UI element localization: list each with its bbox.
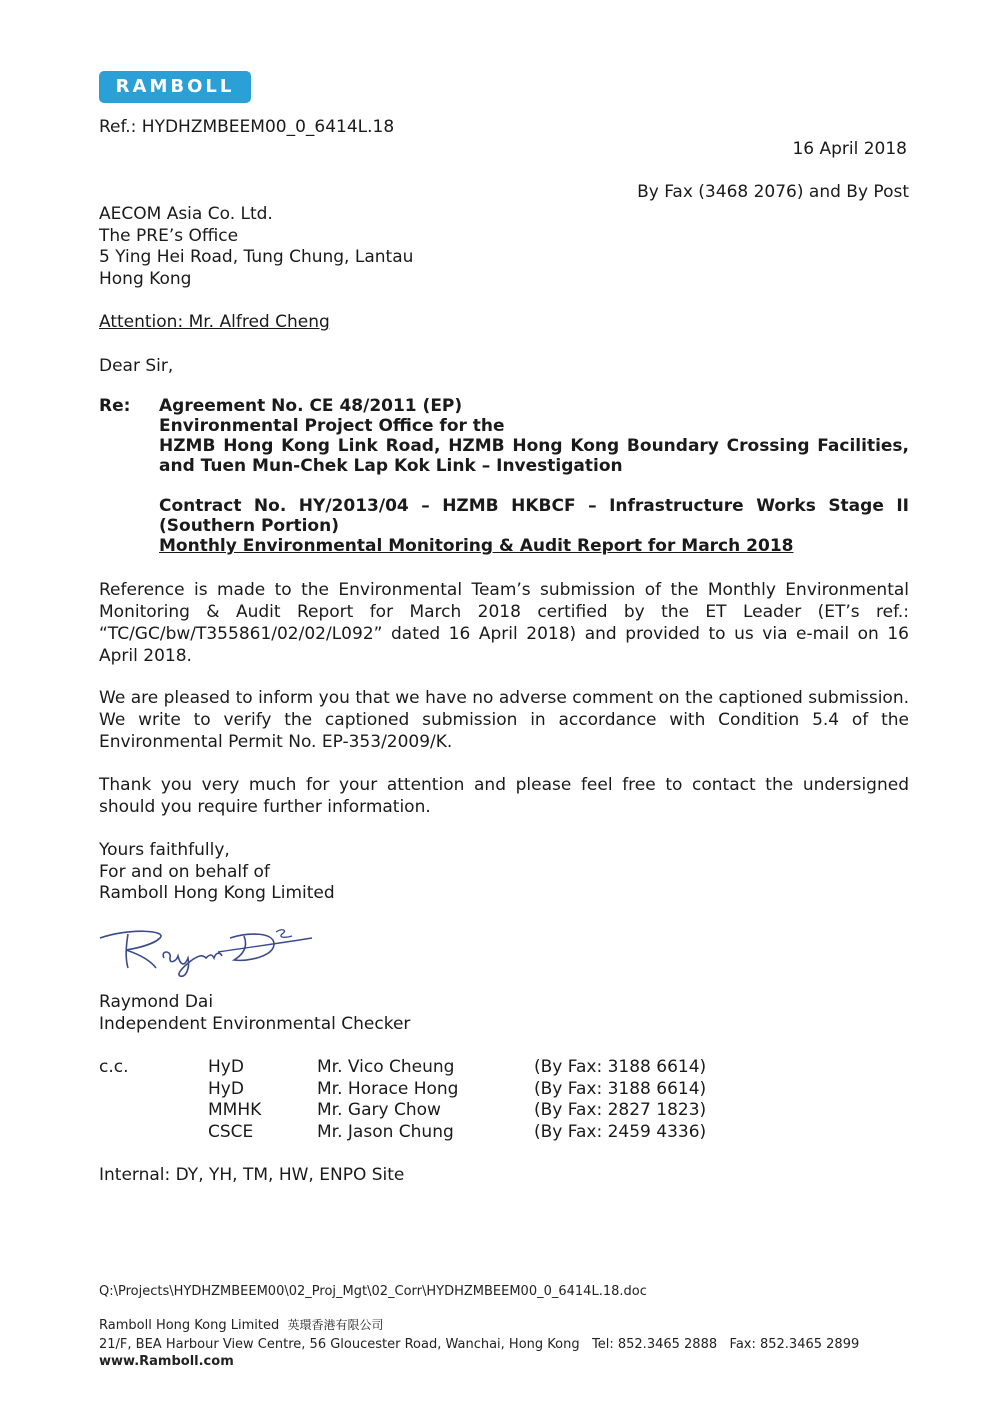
subject-project-line-2: and Tuen Mun-Chek Lap Kok Link – Investigation — [159, 456, 623, 476]
footer-website: www.Ramboll.com — [99, 1354, 234, 1369]
internal-distribution: Internal: DY, YH, TM, HW, ENPO Site — [99, 1165, 405, 1185]
footer-address: 21/F, BEA Harbour View Centre, 56 Gloucester Road, Wanchai, Hong Kong — [99, 1337, 580, 1352]
delivery-method: By Fax (3468 2076) and By Post — [637, 182, 909, 202]
cc-org: MMHK — [208, 1100, 262, 1120]
cc-label: c.c. — [99, 1057, 129, 1077]
company-logo: RAMBOLL — [99, 71, 251, 103]
cc-org: HyD — [208, 1057, 244, 1077]
subject-contract-line-1: Contract No. HY/2013/04 – HZMB HKBCF – Infrastructure Works Stage II — [159, 496, 909, 516]
subject-contract-line-2: (Southern Portion) — [159, 516, 339, 536]
cc-person: Mr. Gary Chow — [317, 1100, 441, 1120]
footer-company-name: Ramboll Hong Kong Limited — [99, 1318, 280, 1333]
footer-tel: Tel: 852.3465 2888 — [592, 1337, 718, 1352]
subject-office: Environmental Project Office for the — [159, 416, 505, 436]
cc-person: Mr. Horace Hong — [317, 1079, 459, 1099]
subject-project-line-1: HZMB Hong Kong Link Road, HZMB Hong Kong Boundary Crossing Facilities, — [159, 436, 909, 456]
footer-company-chinese: 英環香港有限公司 — [287, 1318, 384, 1332]
subject-report-title: Monthly Environmental Monitoring & Audit Report for March 2018 — [159, 536, 794, 556]
footer-company — [99, 1317, 384, 1334]
body-paragraph-3: Thank you very much for your attention and please feel free to contact the undersigned should you require further information. — [99, 775, 909, 817]
body-paragraph-1: Reference is made to the Environmental Team’s submission of the Monthly Environmental Monitoring & Audit Report for March 2018 certified by the ET Leader (ET’s ref.: “TC/GC/bw/T355861/02/02/L092” dated 16 April 2018) and provided to us via e-mail on 16 April 2018. — [99, 580, 909, 666]
cc-person: Mr. Jason Chung — [317, 1122, 454, 1142]
addressee-city: Hong Kong — [99, 269, 192, 289]
cc-fax: (By Fax: 3188 6614) — [534, 1079, 707, 1099]
attention-line: Attention: Mr. Alfred Cheng — [99, 312, 330, 332]
addressee-office: The PRE’s Office — [99, 226, 239, 246]
subject-block — [159, 396, 909, 556]
signatory-name: Raymond Dai — [99, 992, 214, 1012]
cc-fax: (By Fax: 3188 6614) — [534, 1057, 707, 1077]
salutation: Dear Sir, — [99, 356, 174, 376]
footer-fax: Fax: 852.3465 2899 — [729, 1337, 860, 1352]
footer-address-line — [99, 1336, 859, 1353]
cc-org: HyD — [208, 1079, 244, 1099]
signatory-title: Independent Environmental Checker — [99, 1014, 411, 1034]
re-label: Re: — [99, 396, 131, 416]
signature-image — [98, 924, 316, 980]
subject-agreement: Agreement No. CE 48/2011 (EP) — [159, 396, 463, 416]
letter-date: 16 April 2018 — [792, 139, 907, 159]
cc-fax: (By Fax: 2827 1823) — [534, 1100, 707, 1120]
cc-org: CSCE — [208, 1122, 254, 1142]
closing-behalf: For and on behalf of — [99, 862, 270, 882]
reference-number: Ref.: HYDHZMBEEM00_0_6414L.18 — [99, 117, 395, 137]
file-path: Q:\Projects\HYDHZMBEEM00\02_Proj_Mgt\02_Corr\HYDHZMBEEM00_0_6414L.18.doc — [99, 1284, 647, 1299]
addressee-street: 5 Ying Hei Road, Tung Chung, Lantau — [99, 247, 414, 267]
closing-line: Yours faithfully, — [99, 840, 230, 860]
cc-person: Mr. Vico Cheung — [317, 1057, 455, 1077]
body-paragraph-2: We are pleased to inform you that we have no adverse comment on the captioned submission. We write to verify the captioned submission in accordance with Condition 5.4 of the Environmental Permit No. EP-353/2009/K. — [99, 688, 909, 752]
closing-company: Ramboll Hong Kong Limited — [99, 883, 335, 903]
addressee-company: AECOM Asia Co. Ltd. — [99, 204, 273, 224]
cc-fax: (By Fax: 2459 4336) — [534, 1122, 707, 1142]
